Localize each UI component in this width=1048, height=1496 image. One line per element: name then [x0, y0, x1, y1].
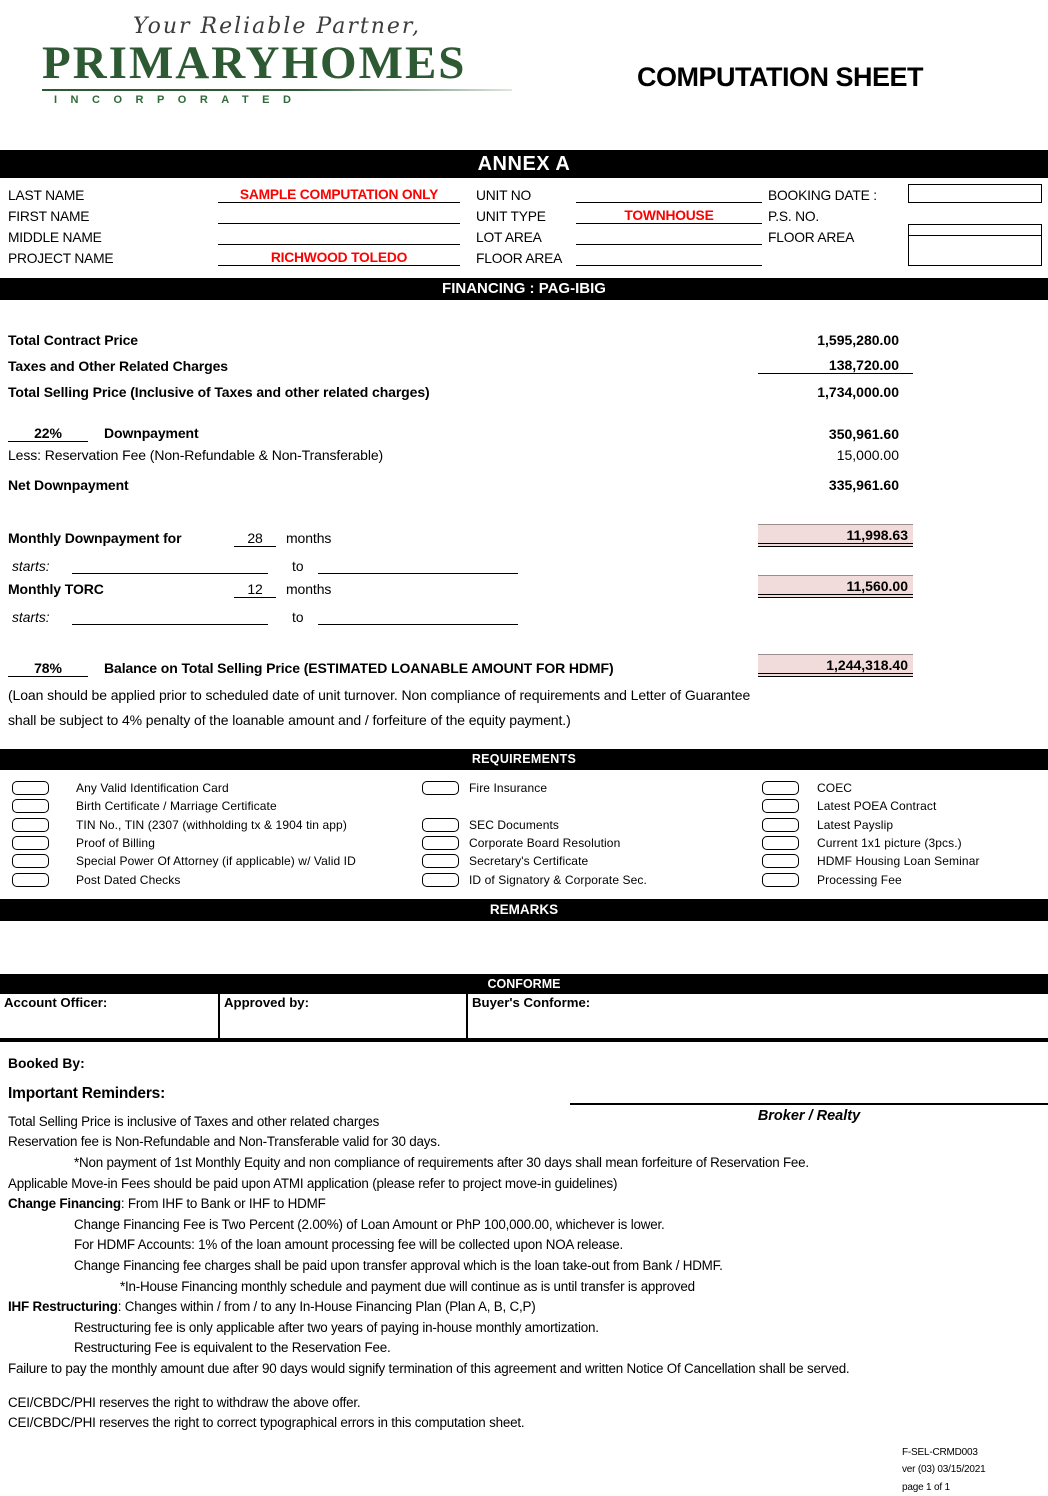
unit-no-value[interactable]: [576, 202, 762, 203]
unit-type-label: UNIT TYPE: [476, 209, 546, 224]
important-reminders-heading: Important Reminders:: [8, 1084, 166, 1102]
reminder-line: Applicable Move-in Fees should be paid upon ATMI application (please refer to project move-in guidelines): [8, 1175, 618, 1191]
torc-start-date-line[interactable]: [72, 624, 268, 625]
unit-type-value[interactable]: TOWNHOUSE: [576, 208, 762, 224]
requirement-label: SEC Documents: [469, 817, 559, 832]
reminder-text: : Changes within / from / to any In-House Financing Plan (Plan A, B, C,P): [117, 1299, 536, 1315]
reminder-line: For HDMF Accounts: 1% of the loan amount processing fee will be collected upon NOA release.: [74, 1237, 623, 1253]
requirement-label: Latest Payslip: [817, 817, 894, 832]
requirements-bar: REQUIREMENTS: [0, 749, 1048, 770]
booked-by-label: Booked By:: [8, 1055, 85, 1071]
reminder-text: : From IHF to Bank or IHF to HDMF: [120, 1196, 326, 1212]
remarks-bar: REMARKS: [0, 899, 1048, 921]
floor-area-label: FLOOR AREA: [476, 251, 563, 266]
form-version: ver (03) 03/15/2021: [902, 1464, 986, 1476]
account-officer-cell[interactable]: Account Officer:: [0, 994, 220, 1038]
requirement-label: Special Power Of Attorney (if applicable) w/ Valid ID: [76, 854, 356, 869]
project-name-value[interactable]: RICHWOOD TOLEDO: [218, 250, 460, 266]
annex-row-2: [8, 203, 1042, 224]
lot-area-value[interactable]: [576, 244, 762, 245]
net-downpayment-value: 335,961.60: [828, 477, 899, 493]
total-contract-price-row: [8, 322, 1048, 348]
reminder-line: Total Selling Price is inclusive of Taxes and other related charges: [8, 1113, 380, 1129]
reminder-line: CEI/CBDC/PHI reserves the right to withdraw the above offer.: [8, 1394, 361, 1410]
mdp-starts-row: [8, 547, 1048, 574]
months-word: months: [286, 530, 332, 546]
reminder-line: Failure to pay the monthly amount due after 90 days would signify termination of this agreement and written Notice Of Cancellation shall be served.: [8, 1360, 850, 1376]
buyers-conforme-cell[interactable]: Buyer's Conforme:: [472, 994, 591, 1010]
first-name-label: FIRST NAME: [8, 209, 90, 224]
downpayment-percent: 22%: [8, 425, 88, 442]
requirement-item: [762, 797, 1048, 815]
middle-name-label: MIDDLE NAME: [8, 230, 102, 245]
reminder-line: *In-House Financing monthly schedule and payment due will continue as is until transfer is approved: [120, 1278, 695, 1294]
requirements-grid: [0, 770, 1048, 899]
reminder-line: [8, 1297, 1048, 1318]
checkbox[interactable]: [762, 836, 799, 850]
requirement-label: TIN No., TIN (2307 (withholding tx & 1904 tin app): [76, 817, 347, 832]
important-reminders-section: [0, 1085, 1048, 1434]
approved-by-cell[interactable]: Approved by:: [220, 994, 468, 1038]
reservation-fee-label: Less: Reservation Fee (Non-Refundable & Non-Transferable): [8, 447, 384, 463]
checkbox[interactable]: [12, 873, 49, 887]
reminder-bold-prefix: IHF Restructuring: [8, 1299, 118, 1315]
checkbox[interactable]: [762, 781, 799, 795]
starts-label: starts:: [12, 610, 50, 625]
starts-label: starts:: [12, 559, 50, 574]
ps-no-label: P.S. NO.: [768, 209, 820, 224]
booking-date-box[interactable]: [908, 184, 1042, 203]
requirement-label: HDMF Housing Loan Seminar: [817, 854, 980, 869]
checkbox[interactable]: [422, 873, 459, 887]
checkbox[interactable]: [12, 854, 49, 868]
loan-note-line-1: (Loan should be applied prior to scheduled date of unit turnover. Non compliance of requirements and Letter of Guarantee: [8, 687, 751, 703]
requirement-item: [12, 834, 422, 852]
floor-area-right-label: FLOOR AREA: [768, 230, 855, 245]
requirement-item: [422, 779, 762, 797]
taxes-row: [8, 348, 1048, 374]
first-name-value[interactable]: [218, 223, 460, 224]
requirement-label: Current 1x1 picture (3pcs.): [817, 836, 962, 851]
net-downpayment-row: [8, 469, 1048, 493]
total-selling-price-value: 1,734,000.00: [817, 384, 899, 400]
months-word: months: [286, 581, 332, 597]
requirement-label: ID of Signatory & Corporate Sec.: [469, 872, 647, 887]
reminder-line: Restructuring fee is only applicable after two years of paying in-house monthly amortization.: [74, 1319, 599, 1335]
reminder-line: Change Financing Fee is Two Percent (2.00%) of Loan Amount or PhP 100,000.00, whichever is lower.: [74, 1216, 665, 1232]
reminder-line: CEI/CBDC/PHI reserves the right to correct typographical errors in this computation sheet.: [8, 1415, 525, 1431]
document-footer: [902, 1444, 1042, 1496]
requirements-column-3: [762, 779, 1048, 889]
checkbox[interactable]: [422, 781, 459, 795]
requirement-label: Birth Certificate / Marriage Certificate: [76, 799, 277, 814]
requirement-label: Corporate Board Resolution: [469, 836, 621, 851]
requirement-item: [12, 852, 422, 870]
requirement-item: [12, 870, 422, 888]
requirement-label: Secretary's Certificate: [469, 854, 589, 869]
checkbox[interactable]: [12, 781, 49, 795]
total-contract-price-label: Total Contract Price: [8, 332, 138, 348]
remarks-empty-area[interactable]: [0, 921, 1048, 974]
requirement-item: [422, 870, 762, 888]
total-selling-price-label: Total Selling Price (Inclusive of Taxes and other related charges): [8, 384, 430, 400]
annex-row-4: [8, 245, 1042, 266]
requirement-item: [762, 834, 1048, 852]
logo-rule: [42, 89, 512, 91]
to-word: to: [292, 559, 304, 574]
checkbox[interactable]: [12, 799, 49, 813]
reminder-line: [8, 1194, 1048, 1215]
broker-realty-signature-line[interactable]: Broker / Realty: [570, 1103, 1048, 1124]
requirement-item-empty: [422, 797, 762, 815]
monthly-torc-value: 11,560.00: [758, 575, 913, 598]
checkbox[interactable]: [762, 799, 799, 813]
annex-row-1: [8, 182, 1042, 203]
checkbox[interactable]: [422, 854, 459, 868]
total-selling-price-row: [8, 374, 1048, 400]
requirement-item: [762, 870, 1048, 888]
logo-incorporated-text: INCORPORATED: [54, 94, 305, 107]
page-title: COMPUTATION SHEET: [637, 62, 923, 92]
torc-starts-row: [8, 598, 1048, 625]
reservation-fee-value: 15,000.00: [836, 447, 899, 463]
conforme-table: [0, 994, 1048, 1042]
torc-end-date-line[interactable]: [318, 624, 518, 625]
reminder-line: Change Financing fee charges shall be paid upon transfer approval which is the loan take-out from Bank / HDMF.: [74, 1257, 723, 1273]
monthly-downpayment-row: [8, 523, 1048, 547]
taxes-label: Taxes and Other Related Charges: [8, 358, 228, 374]
requirements-column-2: [422, 779, 762, 889]
booking-date-label: BOOKING DATE :: [768, 188, 877, 203]
requirement-item: [762, 852, 1048, 870]
reminder-bold-prefix: Change Financing: [8, 1196, 121, 1212]
net-downpayment-label: Net Downpayment: [8, 477, 129, 493]
monthly-torc-label: Monthly TORC: [8, 581, 104, 597]
logo-tagline: Your Reliable Partner,: [132, 14, 421, 39]
checkbox[interactable]: [762, 854, 799, 868]
project-name-label: PROJECT NAME: [8, 251, 114, 266]
form-code: F-SEL-CRMD003: [902, 1446, 978, 1458]
checkbox[interactable]: [762, 873, 799, 887]
reminder-line: Restructuring Fee is equivalent to the Reservation Fee.: [74, 1340, 391, 1356]
checkbox[interactable]: [762, 818, 799, 832]
primaryhomes-logo: [42, 0, 512, 150]
annex-row-3: [8, 224, 1042, 245]
middle-name-value[interactable]: [218, 244, 460, 245]
requirement-item: [422, 816, 762, 834]
lot-area-label: LOT AREA: [476, 230, 542, 245]
requirement-label: Post Dated Checks: [76, 872, 181, 887]
requirement-item: [12, 779, 422, 797]
requirements-column-1: [12, 779, 422, 889]
balance-value: 1,244,318.40: [758, 654, 913, 677]
loan-note-line-2: shall be subject to 4% penalty of the loanable amount and / forfeiture of the equity payment.): [8, 712, 571, 728]
annex-a-bar: ANNEX A: [0, 150, 1048, 178]
requirement-label: COEC: [817, 781, 853, 796]
financing-bar: FINANCING : PAG-IBIG: [0, 278, 1048, 300]
total-contract-price-value: 1,595,280.00: [817, 332, 899, 348]
downpayment-row: [8, 420, 1048, 442]
requirement-item: [422, 834, 762, 852]
requirement-item: [762, 779, 1048, 797]
document-header: [0, 0, 1048, 150]
reservation-fee-row: [8, 442, 1048, 463]
checkbox[interactable]: [12, 818, 49, 832]
page-number: page 1 of 1: [902, 1481, 950, 1493]
requirement-label: Proof of Billing: [76, 836, 155, 851]
requirement-item: [422, 852, 762, 870]
downpayment-label: Downpayment: [104, 425, 199, 441]
taxes-value: 138,720.00: [758, 357, 913, 374]
checkbox[interactable]: [12, 836, 49, 850]
mdp-end-date-line[interactable]: [318, 573, 518, 574]
annex-form: [0, 178, 1048, 266]
monthly-downpayment-label: Monthly Downpayment for: [8, 530, 182, 546]
monthly-downpayment-value: 11,998.63: [758, 524, 913, 547]
balance-label: Balance on Total Selling Price (ESTIMATED LOANABLE AMOUNT FOR HDMF): [104, 660, 614, 676]
requirement-label: Latest POEA Contract: [817, 799, 937, 814]
requirement-label: Any Valid Identification Card: [76, 781, 229, 796]
unit-no-label: UNIT NO: [476, 188, 532, 203]
downpayment-value: 350,961.60: [828, 426, 899, 442]
last-name-value[interactable]: SAMPLE COMPUTATION ONLY: [218, 187, 460, 203]
reminder-line: Reservation fee is Non-Refundable and Non-Transferable valid for 30 days.: [8, 1134, 441, 1150]
last-name-label: LAST NAME: [8, 188, 85, 203]
financing-section: [0, 300, 1048, 733]
requirement-item: [12, 797, 422, 815]
monthly-downpayment-months: 28: [234, 530, 276, 547]
to-word: to: [292, 610, 304, 625]
checkbox[interactable]: [422, 836, 459, 850]
requirement-item: [762, 816, 1048, 834]
checkbox[interactable]: [422, 818, 459, 832]
requirement-item: [12, 816, 422, 834]
mdp-start-date-line[interactable]: [72, 573, 268, 574]
floor-area-value[interactable]: [576, 265, 762, 266]
reminder-line: *Non payment of 1st Monthly Equity and non compliance of requirements after 30 days shall mean forfeiture of Reservation Fee.: [74, 1154, 809, 1170]
balance-percent: 78%: [8, 660, 88, 677]
logo-brand-text: PRIMARYHOMES: [42, 37, 467, 89]
monthly-torc-row: [8, 574, 1048, 598]
requirement-label: Processing Fee: [817, 872, 902, 887]
floor-area-box[interactable]: [908, 235, 1042, 266]
monthly-torc-months: 12: [234, 581, 276, 598]
balance-row: [8, 653, 1048, 677]
conforme-bar: CONFORME: [0, 974, 1048, 994]
requirement-label: Fire Insurance: [469, 781, 548, 796]
